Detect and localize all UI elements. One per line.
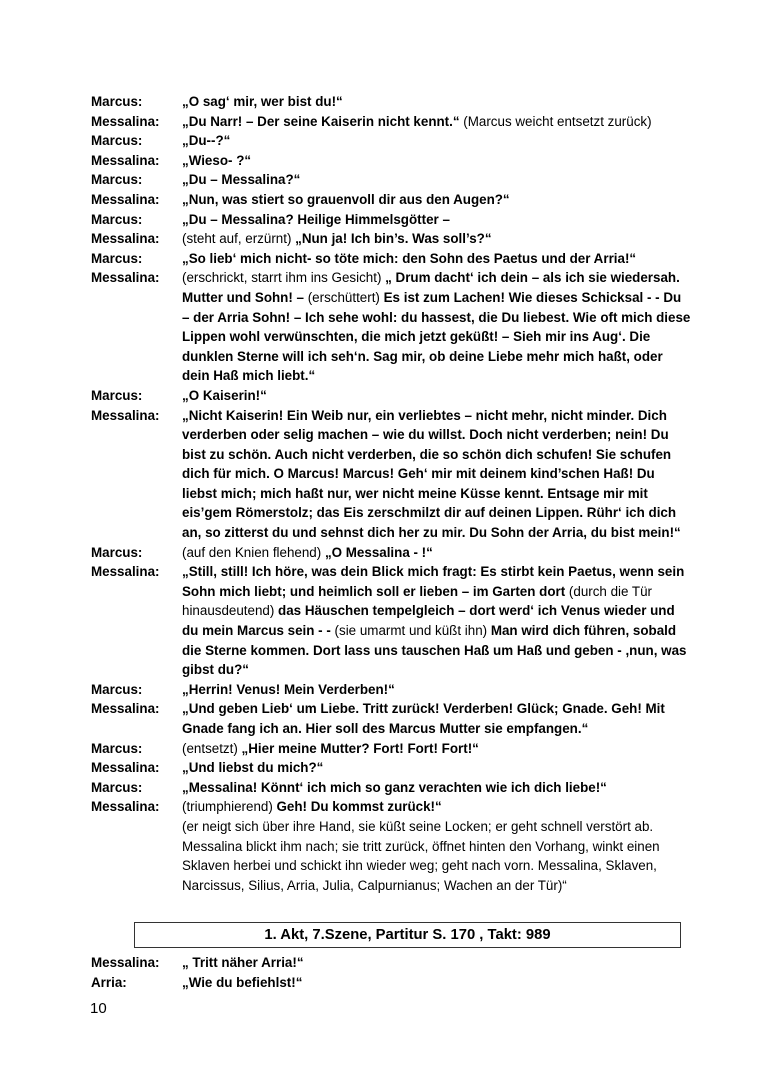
speaker-name: Marcus: [91, 779, 143, 795]
speaker-name: Messalina: [91, 799, 160, 815]
spoken-text [182, 699, 691, 738]
stage-direction: (sie umarmt und küßt ihn) [334, 623, 491, 639]
speaker-name: Marcus: [91, 681, 143, 697]
stage-direction: (er neigt sich über ihre Hand, sie küßt seine Locken; er geht schnell verstört ab. Messalina blickt ihm nach; sie tritt zurück, öffnet hinten den Vorhang, winkt einen Sklaven herbei und schickt ihn wieder weg; geht nach vorn. Messalina, Sklaven, Narcissus, Silius, Arria, Julia, Calpurnianus; Wachen an der Tür)“ [182, 818, 660, 893]
speaker-name: Marcus: [91, 211, 143, 227]
spoken-text [182, 112, 691, 132]
stage-direction: (triumphierend) [182, 799, 277, 815]
dialogue-line [91, 229, 691, 249]
dialogue-line [91, 112, 691, 132]
speaker-name: Marcus: [91, 250, 143, 266]
dialogue-line [91, 953, 691, 973]
speaker-name: Messalina: [91, 407, 160, 423]
speaker-name: Marcus: [91, 172, 143, 188]
speech-text: „O sag‘ mir, wer bist du!“ [182, 94, 343, 109]
speech-text: „Du – Messalina? Heilige Himmelsgötter – [182, 211, 450, 227]
dialogue-line [91, 190, 691, 210]
spoken-text [182, 817, 691, 895]
speech-text: „Wieso- ?“ [182, 152, 252, 168]
speaker-name: Marcus: [91, 94, 143, 109]
speaker-name: Messalina: [91, 152, 160, 168]
dialogue-line [91, 543, 691, 563]
speech-text: „ Drum dacht‘ ich dein – als ich sie wiedersah. Mutter und Sohn! – [182, 270, 680, 305]
speech-text: „So lieb‘ mich nicht- so töte mich: den Sohn des Paetus und der Arria!“ [182, 250, 637, 266]
spoken-text [182, 170, 691, 190]
dialogue-line [91, 386, 691, 406]
dialogue-line [91, 562, 691, 680]
dialogue-line [91, 151, 691, 171]
spoken-text [182, 210, 691, 230]
dialogue-line [91, 699, 691, 738]
stage-direction: (entsetzt) [182, 740, 242, 756]
spoken-text [182, 973, 691, 993]
dialogue-line [91, 406, 691, 543]
dialogue-line [91, 170, 691, 190]
spoken-text [182, 797, 691, 817]
spoken-text [182, 386, 691, 406]
speaker-name: Messalina: [91, 955, 160, 970]
spoken-text [182, 778, 691, 798]
stage-direction: (steht auf, erzürnt) [182, 231, 296, 247]
dialogue-line [91, 739, 691, 759]
speech-text: „Messalina! Könnt‘ ich mich so ganz verachten wie ich dich liebe!“ [182, 779, 607, 795]
dialogue-line [91, 680, 691, 700]
stage-direction: (erschüttert) [307, 289, 384, 305]
spoken-text [182, 953, 691, 973]
speech-text: „O Messalina - !“ [324, 544, 433, 560]
dialogue-line [91, 778, 691, 798]
speech-text: „Nicht Kaiserin! Ein Weib nur, ein verliebtes – nicht mehr, nicht minder. Dich verderben oder selig machen – wie du willst. Doch nicht verderben; nein! Du bist zu schön. Auch nicht verderben, die so schön dich schufen! Sie schufen dich für mich. O Marcus! Marcus! Geh‘ mir mit deinem kind’schen Haß! Du liebst mich; mich haßt nur, wer nicht meine Küsse kennt. Entsage mir mit eis’gem Römerstolz; das Eis zerschmilzt dir auf deinen Lippen. Rühr‘ ich dich an, so zitterst du und sehnst dich her zu mir. Du Sohn der Arria, du bist mein!“ [182, 407, 681, 541]
speech-text: „Und liebst du mich?“ [182, 760, 324, 776]
speaker-name: Messalina: [91, 701, 160, 717]
speech-text: das Häuschen tempelgleich – dort werd‘ ich Venus wieder und du mein Marcus sein - - [182, 603, 675, 639]
speaker-name: Messalina: [91, 231, 160, 247]
spoken-text [182, 680, 691, 700]
dialogue-line [91, 973, 691, 993]
spoken-text [182, 131, 691, 151]
spoken-text [182, 151, 691, 171]
speaker-name: Marcus: [91, 133, 143, 149]
speech-text: „Du Narr! – Der seine Kaiserin nicht kennt.“ [182, 113, 460, 129]
speaker-name: Marcus: [91, 740, 143, 756]
dialogue-line [91, 210, 691, 230]
after-scene-dialogue [91, 953, 691, 992]
speaker-name: Messalina: [91, 191, 160, 207]
speech-text: „Und geben Lieb‘ um Liebe. Tritt zurück! Verderben! Glück; Gnade. Geh! Mit Gnade fang ich an. Hier soll des Marcus Mutter sie empfangen.“ [182, 701, 665, 736]
spoken-text [182, 758, 691, 778]
speech-text: „Du--?“ [182, 133, 231, 149]
spoken-text [182, 249, 691, 269]
speech-text: „Wie du befiehlst!“ [182, 974, 303, 990]
stage-direction: (auf den Knien flehend) [182, 544, 325, 560]
speech-text: „Du – Messalina?“ [182, 172, 301, 188]
dialogue-line [91, 758, 691, 778]
spoken-text [182, 562, 691, 680]
spoken-text [182, 739, 691, 759]
page-number: 10 [90, 1000, 107, 1017]
spoken-text [182, 92, 691, 112]
speech-text: Geh! Du kommst zurück!“ [276, 799, 442, 815]
dialogue-line [91, 797, 691, 817]
stage-direction: (Marcus weicht entsetzt zurück) [459, 113, 652, 129]
speech-text: „Hier meine Mutter? Fort! Fort! Fort!“ [241, 740, 479, 756]
spoken-text [182, 229, 691, 249]
speech-text: Es ist zum Lachen! Wie dieses Schicksal - - Du – der Arria Sohn! – Ich sehe wohl: du hassest, die Du liebest. Wie oft mich diese Lippen wohl verwünschten, die mich jetzt geküßt! – Sieh mir ins Aug‘. Die dunklen Sterne will ich seh‘n. Sag mir, ob deine Liebe mehr mich haßt, oder dein Haß mich liebt.“ [182, 289, 691, 384]
speech-text: „Herrin! Venus! Mein Verderben!“ [182, 681, 395, 697]
spoken-text [182, 190, 691, 210]
scene-heading-box [134, 922, 681, 948]
speech-text: „O Kaiserin!“ [182, 387, 267, 403]
speech-text: „Nun ja! Ich bin’s. Was soll’s?“ [295, 231, 492, 247]
speech-text: Man wird dich führen, sobald die Sterne kommen. Dort lass uns tauschen Haß um Haß und geben - ,nun, was gibst du?“ [182, 623, 687, 678]
dialogue-line [91, 268, 691, 386]
speaker-name: Messalina: [91, 564, 160, 580]
speaker-name: Marcus: [91, 387, 143, 403]
speaker-name: Messalina: [91, 270, 160, 286]
dialogue-block [91, 92, 691, 895]
dialogue-line [91, 92, 691, 112]
scene-heading: 1. Akt, 7.Szene, Partitur S. 170 , Takt: 989 [264, 927, 551, 943]
dialogue-line [91, 131, 691, 151]
speech-text: „ Tritt näher Arria!“ [182, 955, 304, 970]
stage-direction: (erschrickt, starrt ihm ins Gesicht) [182, 270, 386, 286]
dialogue-line [91, 817, 691, 895]
stage-direction: (durch die Tür hinausdeutend) [182, 583, 653, 619]
speech-text: „Still, still! Ich höre, was dein Blick mich fragt: Es stirbt kein Paetus, wenn sein Sohn mich liebt; und heimlich soll er lieben – im Garten dort [182, 564, 685, 599]
speaker-name: Messalina: [91, 113, 160, 129]
speaker-name: Marcus: [91, 544, 143, 560]
spoken-text [182, 406, 691, 543]
dialogue-line [91, 249, 691, 269]
speaker-name: Arria: [91, 974, 127, 990]
speech-text: „Nun, was stiert so grauenvoll dir aus den Augen?“ [182, 191, 510, 207]
spoken-text [182, 543, 691, 563]
spoken-text [182, 268, 691, 386]
speaker-name: Messalina: [91, 760, 160, 776]
